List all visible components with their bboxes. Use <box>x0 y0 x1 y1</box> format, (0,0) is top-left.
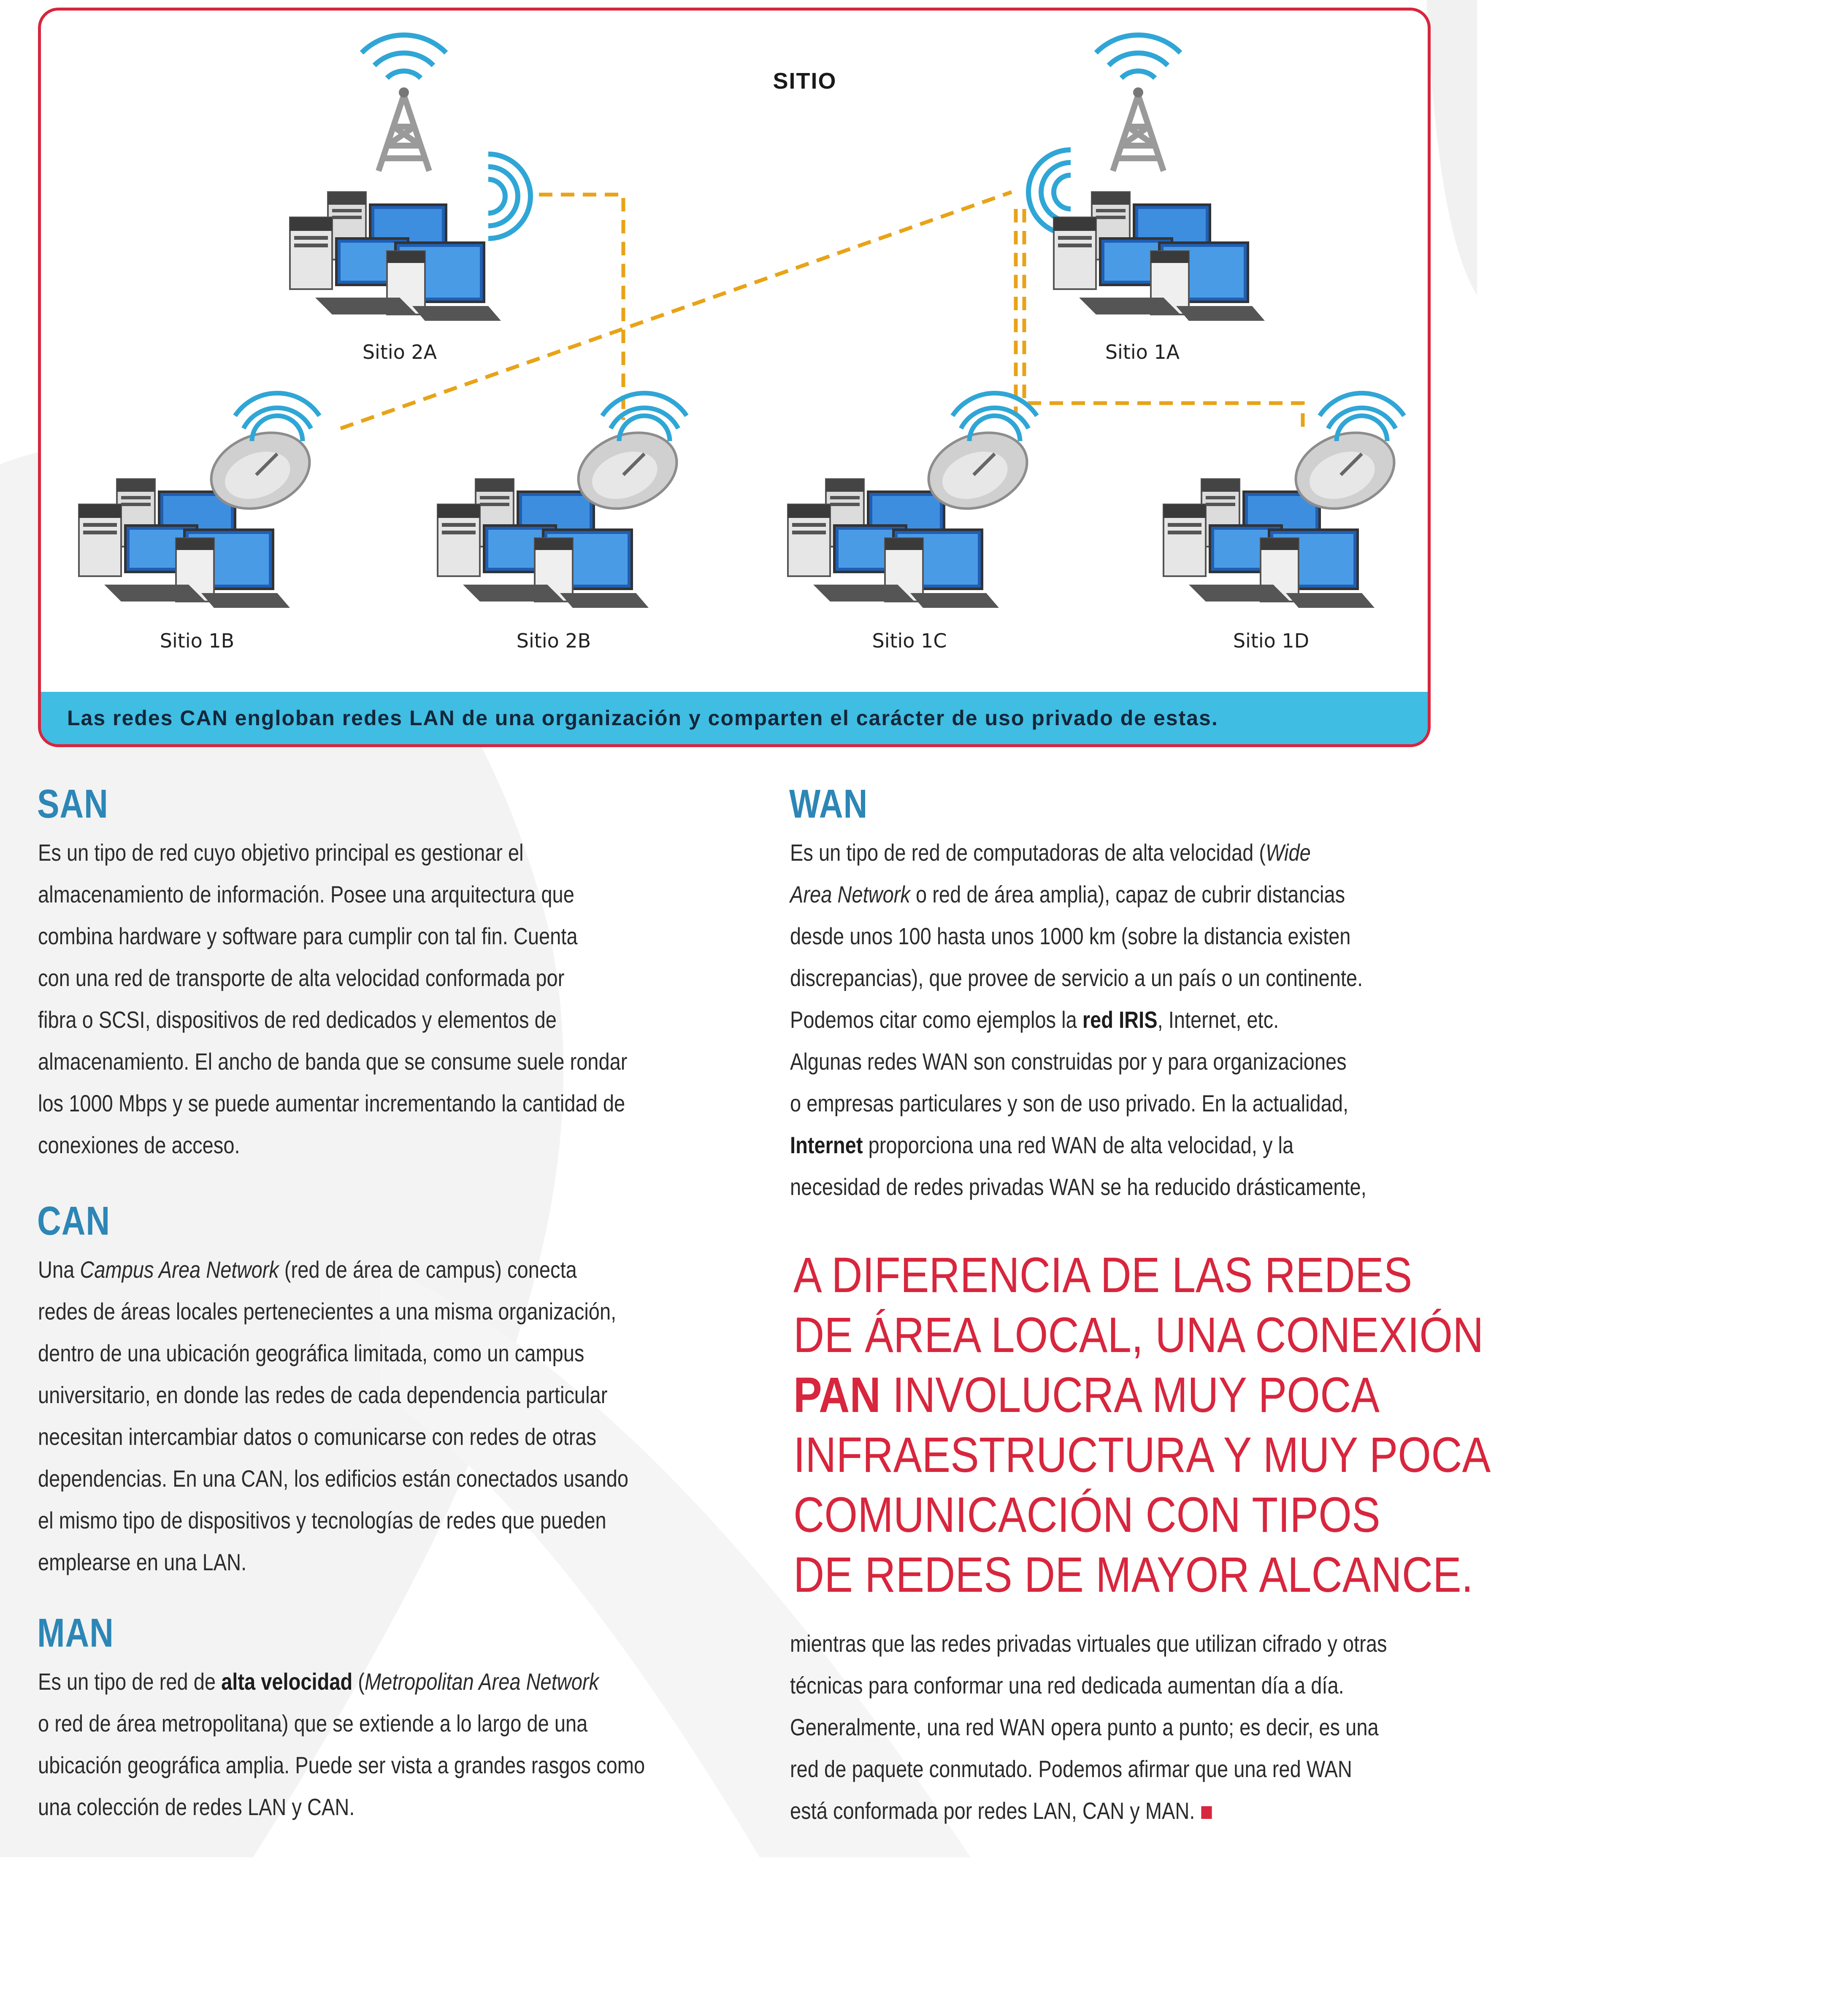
site-label-1d: Sitio 1D <box>1233 629 1310 652</box>
text-line: o red de área metropolitana) que se extiende a lo largo de una <box>38 1710 588 1737</box>
site-label-2b: Sitio 2B <box>516 629 591 652</box>
text-line: Area Network o red de área amplia), capaz de cubrir distancias <box>790 881 1345 908</box>
text-line: conexiones de acceso. <box>38 1132 240 1158</box>
pull-quote-line: INFRAESTRUCTURA Y MUY POCA <box>793 1427 1491 1483</box>
text-line: técnicas para conformar una red dedicada aumentan día a día. <box>790 1672 1344 1699</box>
text-line: fibra o SCSI, dispositivos de red dedicados y elementos de <box>38 1006 557 1033</box>
man-paragraph <box>38 1661 645 1828</box>
pull-quote-bold: PAN <box>793 1367 881 1423</box>
text-line: los 1000 Mbps y se puede aumentar incrementando la cantidad de <box>38 1090 625 1116</box>
text-line: una colección de redes LAN y CAN. <box>38 1794 355 1820</box>
network-diagram-figure <box>38 8 1431 747</box>
bold-text: Internet <box>790 1132 863 1158</box>
wireless-waves-icon-2a <box>488 154 530 238</box>
can-heading: CAN <box>37 1198 111 1244</box>
figure-caption-bar <box>41 692 1428 744</box>
text-line: Internet proporciona una red WAN de alta velocidad, y la <box>790 1132 1294 1158</box>
man-heading: MAN <box>37 1610 114 1656</box>
site-label-2a: Sitio 2A <box>362 341 437 363</box>
diagram-title: SITIO <box>773 68 837 94</box>
wan-heading: WAN <box>789 781 868 826</box>
pull-quote-line: PAN INVOLUCRA MUY POCA <box>793 1367 1380 1423</box>
text-line: el mismo tipo de dispositivos y tecnologías de redes que pueden <box>38 1507 606 1534</box>
text-line: dependencias. En una CAN, los edificios están conectados usando <box>38 1465 629 1492</box>
text-line: Generalmente, una red WAN opera punto a punto; es decir, es una <box>790 1714 1379 1740</box>
text-line: ubicación geográfica amplia. Puede ser vista a grandes rasgos como <box>38 1752 645 1778</box>
text-line: almacenamiento de información. Posee una arquitectura que <box>38 881 574 908</box>
text-line: Una Campus Area Network (red de área de campus) conecta <box>38 1256 577 1283</box>
pull-quote-line: DE REDES DE MAYOR ALCANCE. <box>793 1547 1473 1603</box>
text-line: necesidad de redes privadas WAN se ha reducido drásticamente, <box>790 1173 1366 1200</box>
text-line: con una red de transporte de alta velocidad conformada por <box>38 965 565 991</box>
text-line: red de paquete conmutado. Podemos afirmar que una red WAN <box>790 1756 1352 1782</box>
figure-caption: Las redes CAN engloban redes LAN de una organización y comparten el carácter de uso privado de estas. <box>67 706 1218 730</box>
text-line: desde unos 100 hasta unos 1000 km (sobre la distancia existen <box>790 923 1351 949</box>
text-line: mientras que las redes privadas virtuales que utilizan cifrado y otras <box>790 1630 1387 1657</box>
text-line: combina hardware y software para cumplir con tal fin. Cuenta <box>38 923 578 949</box>
pull-quote-line: A DIFERENCIA DE LAS REDES <box>793 1247 1412 1303</box>
bold-text: alta velocidad <box>221 1668 353 1695</box>
site-label-1a: Sitio 1A <box>1105 341 1180 363</box>
san-paragraph <box>38 832 627 1166</box>
text-line: está conformada por redes LAN, CAN y MAN. <box>790 1790 1387 1832</box>
text-line: Es un tipo de red de computadoras de alta velocidad (Wide <box>790 839 1311 866</box>
emphasis-text: Campus Area Network <box>80 1256 279 1283</box>
text-line: Es un tipo de red cuyo objetivo principal es gestionar el <box>38 839 524 866</box>
site-label-1b: Sitio 1B <box>160 629 235 652</box>
wan-continuation-paragraph <box>790 1623 1387 1832</box>
text-line: Podemos citar como ejemplos la red IRIS, Internet, etc. <box>790 1006 1279 1033</box>
text-line: almacenamiento. El ancho de banda que se consume suele rondar <box>38 1048 628 1075</box>
text-line: universitario, en donde las redes de cada dependencia particular <box>38 1382 608 1408</box>
can-paragraph <box>38 1249 628 1583</box>
text-line: dentro de una ubicación geográfica limitada, como un campus <box>38 1340 584 1366</box>
san-heading: SAN <box>37 781 108 826</box>
text-line: Algunas redes WAN son construidas por y para organizaciones <box>790 1048 1347 1075</box>
end-of-article-mark <box>1201 1806 1212 1819</box>
computer-cluster-icon-2a <box>290 192 501 321</box>
pull-quote-line: COMUNICACIÓN CON TIPOS <box>793 1487 1380 1543</box>
text-line: redes de áreas locales pertenecientes a una misma organización, <box>38 1298 617 1325</box>
pull-quote <box>793 1245 1491 1605</box>
text-line: emplearse en una LAN. <box>38 1549 247 1575</box>
text-line: o empresas particulares y son de uso privado. En la actualidad, <box>790 1090 1349 1116</box>
site-label-1c: Sitio 1C <box>872 629 947 652</box>
antenna-tower-icon-right <box>1096 35 1180 171</box>
pull-quote-line: DE ÁREA LOCAL, UNA CONEXIÓN <box>793 1307 1484 1363</box>
bold-text: red IRIS <box>1082 1006 1158 1033</box>
emphasis-text: Area Network <box>790 881 910 908</box>
text-line: necesitan intercambiar datos o comunicarse con redes de otras <box>38 1423 597 1450</box>
wan-paragraph <box>790 832 1366 1208</box>
antenna-tower-icon-left <box>362 35 446 171</box>
text-line: Es un tipo de red de alta velocidad (Metropolitan Area Network <box>38 1668 599 1695</box>
text-line: discrepancias), que provee de servicio a un país o un continente. <box>790 965 1363 991</box>
emphasis-text: Metropolitan Area Network <box>364 1668 599 1695</box>
emphasis-text: Wide <box>1266 839 1311 866</box>
computer-cluster-icon-1a <box>1054 192 1265 321</box>
